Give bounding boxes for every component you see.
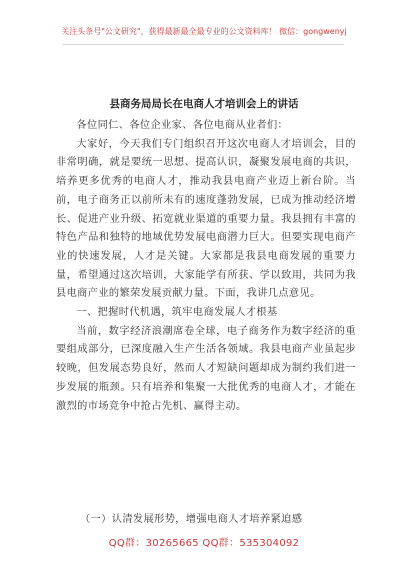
header-promo-note: 关注头条号"公文研究"，获得最新最全最专业的公文资料库！ 微信：gongwenyj — [61, 27, 347, 36]
body-paragraph: 大家好，今天我们专门组织召开这次电商人才培训会，目的非常明确，就是要统一思想、提高认识，凝聚发展电商的共识，培养更多优秀的电商人才，推动我县电商产业迈上新台阶。当前，电子商务正以前所未有的速度蓬勃发展，已成为推动经济增长、促进产业升级、拓宽就业渠道的重要力量。我县拥有丰富的特色产品和独特的地域优势发展电商潜力巨大。但要实现电商产业的快速发展，人才是关键。大家都是我县电商发展的重要力量，希望通过这次培训，大家能学有所获、学以致用，共同为我县电商产业的繁荣发展贡献力量。下面，我讲几点意见。 — [56, 138, 356, 300]
body-paragraph: 当前，数字经济浪潮席卷全球，电子商务作为数字经济的重要组成部分，已深度融入生产生活各领域。我县电商产业虽起步较晚，但发展态势良好，然而人才短缺问题却成为制约我们进一步发展的瓶颈。只有培养和集聚一大批优秀的电商人才，才能在激烈的市场竞争中抢占先机、赢得主动。 — [56, 325, 356, 412]
document-title: 县商务局局长在电商人才培训会上的讲话 — [109, 98, 299, 110]
section-heading: 一、把握时代机遇，筑牢电商发展人才根基 — [76, 307, 278, 319]
footer-qq-groups: QQ群：30265665 QQ群：535304092 — [108, 538, 300, 549]
salutation: 各位同仁、各位企业家、各位电商从业者们： — [76, 120, 289, 131]
document-body — [56, 117, 356, 416]
sub-heading: （一）认清发展形势，增强电商人才培养紧迫感 — [80, 514, 303, 525]
header-divider — [62, 44, 344, 45]
